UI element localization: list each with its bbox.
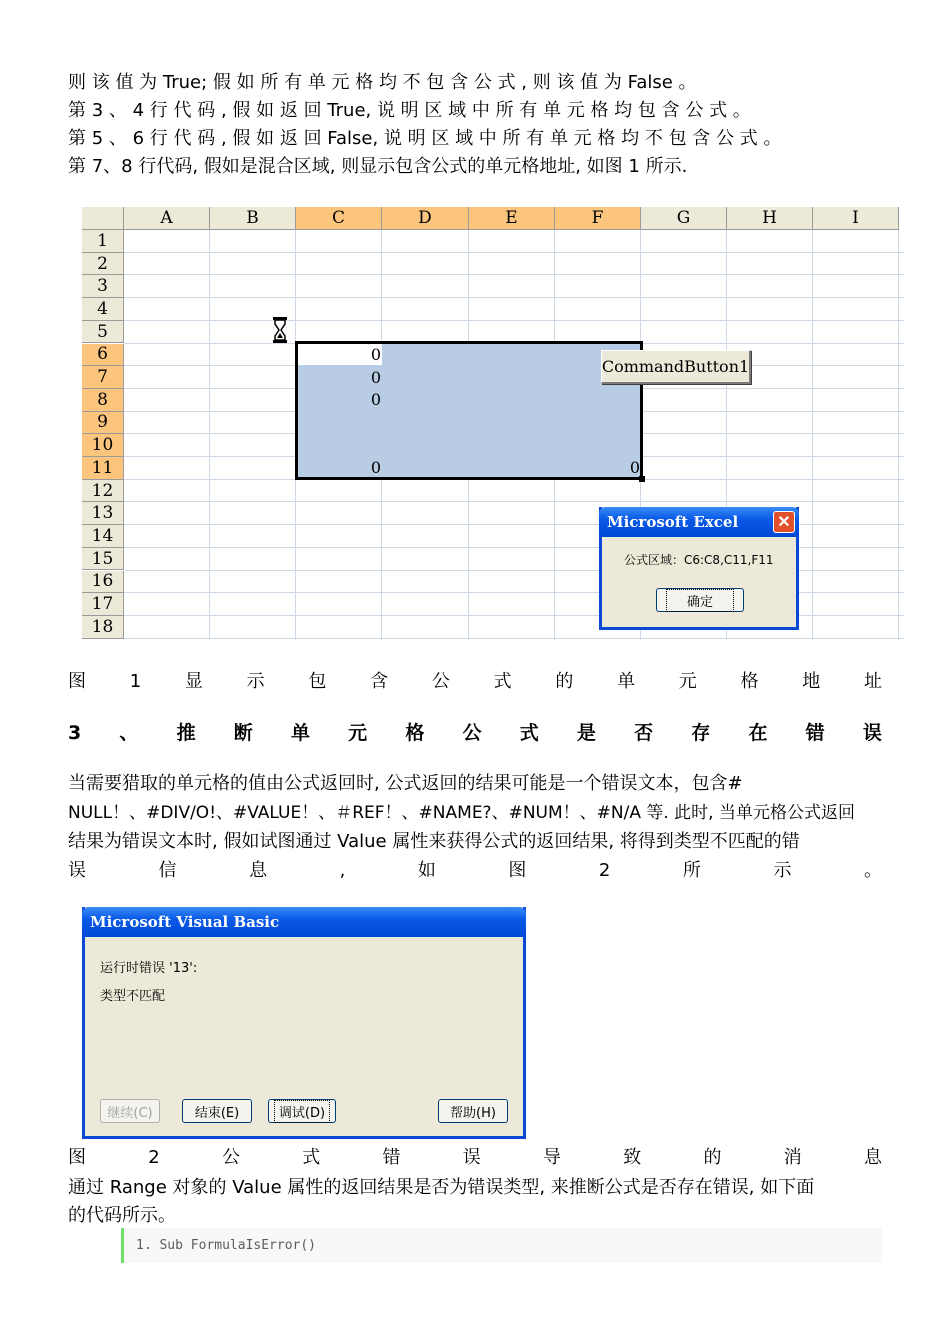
row-header-2[interactable]: 2: [82, 253, 124, 276]
text-line: [68, 857, 882, 885]
grid-line: [124, 297, 904, 298]
grid-line: [124, 320, 904, 321]
dialog-title: Microsoft Excel ✕: [599, 507, 799, 537]
grid-line: [124, 501, 904, 502]
caption-char: 元: [678, 671, 697, 692]
text-char: 示: [773, 860, 792, 881]
row-header-17[interactable]: 17: [82, 593, 124, 616]
column-header-g[interactable]: G: [641, 207, 727, 230]
row-header-8[interactable]: 8: [82, 389, 124, 412]
column-header-e[interactable]: E: [469, 207, 555, 230]
text-char: 2: [598, 860, 611, 881]
text-char: 。: [863, 860, 882, 881]
text-char: 如: [417, 860, 436, 881]
close-icon[interactable]: ✕: [773, 511, 795, 533]
text-char: 信: [158, 860, 177, 881]
text-line: 第 5 、 6 行 代 码 , 假 如 返 回 False, 说 明 区 域 中 所 有 单 元 格 均 不 包 含 公 式 。: [68, 128, 782, 149]
heading-char: 式: [519, 722, 539, 744]
row-header-16[interactable]: 16: [82, 571, 124, 594]
caption-char: 显: [184, 671, 203, 692]
caption-char: 式: [302, 1147, 321, 1168]
text-char: 图: [508, 860, 527, 881]
caption-char: 单: [617, 671, 636, 692]
select-all-corner[interactable]: [82, 207, 124, 230]
ok-button[interactable]: 确定: [656, 588, 744, 612]
grid-line: [812, 230, 813, 640]
caption-char: 错: [382, 1147, 401, 1168]
heading-char: 是: [576, 722, 596, 744]
row-header-7[interactable]: 7: [82, 366, 124, 389]
heading-char: 单: [290, 722, 310, 744]
heading-char: 3: [68, 722, 82, 744]
row-header-15[interactable]: 15: [82, 548, 124, 571]
heading-char: 在: [748, 722, 768, 744]
cell-c6[interactable]: 0: [370, 345, 381, 364]
caption-char: 图: [68, 1147, 86, 1168]
caption-char: 格: [740, 671, 759, 692]
heading-char: 元: [348, 722, 368, 744]
error-description: 类型不匹配: [100, 989, 166, 1004]
heading-char: 错: [805, 722, 825, 744]
text-char: 所: [682, 860, 701, 881]
row-header-12[interactable]: 12: [82, 480, 124, 503]
caption-char: 式: [493, 671, 512, 692]
column-header-b[interactable]: B: [210, 207, 296, 230]
text-char: 息: [249, 860, 268, 881]
column-header-d[interactable]: D: [382, 207, 469, 230]
caption-char: 息: [863, 1147, 882, 1168]
row-header-9[interactable]: 9: [82, 412, 124, 435]
caption-char: 图: [68, 671, 86, 692]
dialog-title: Microsoft Visual Basic: [82, 907, 526, 937]
row-header-3[interactable]: 3: [82, 275, 124, 298]
excel-message-dialog: [599, 507, 799, 630]
help-button[interactable]: 帮助(H): [438, 1099, 508, 1123]
row-header-6[interactable]: 6: [82, 344, 124, 367]
cell-c11[interactable]: 0: [370, 458, 381, 477]
caption-char: 消: [783, 1147, 802, 1168]
caption-char: 公: [221, 1147, 240, 1168]
caption-char: 示: [246, 671, 265, 692]
row-header-1[interactable]: 1: [82, 230, 124, 253]
heading-char: 断: [233, 722, 253, 744]
row-header-5[interactable]: 5: [82, 321, 124, 344]
caption-char: 2: [148, 1147, 160, 1168]
heading-char: 否: [634, 722, 654, 744]
heading-char: 存: [691, 722, 711, 744]
text-line: NULL！、#DIV/O!、#VALUE！、＃REF！、#NAME?、#NUM！、#N/A 等. 此时, 当单元格公式返回: [68, 803, 855, 823]
caption-char: 误: [462, 1147, 481, 1168]
grid-line: [898, 230, 899, 640]
row-header-13[interactable]: 13: [82, 502, 124, 525]
hourglass-icon: [272, 317, 288, 343]
text-line: 第 3 、 4 行 代 码 , 假 如 返 回 True, 说 明 区 域 中 所 有 单 元 格 均 包 含 公 式 。: [68, 100, 751, 121]
row-header-11[interactable]: 11: [82, 457, 124, 480]
column-header-a[interactable]: A: [124, 207, 210, 230]
text-char: 误: [68, 860, 86, 881]
caption-char: 址: [864, 671, 882, 692]
heading-char: 公: [462, 722, 482, 744]
heading-char: 、: [119, 722, 139, 744]
grid-line: [124, 252, 904, 253]
grid-line: [124, 638, 904, 639]
caption-char: 致: [623, 1147, 642, 1168]
heading-char: 格: [405, 722, 425, 744]
caption-char: 地: [802, 671, 821, 692]
text-line: 通过 Range 对象的 Value 属性的返回结果是否为错误类型, 来推断公式是否存在错误, 如下面: [68, 1177, 815, 1198]
grid-line: [209, 230, 210, 640]
caption-char: 公: [431, 671, 450, 692]
grid-line: [124, 274, 904, 275]
command-button[interactable]: CommandButton1: [601, 350, 751, 384]
column-header-f[interactable]: F: [555, 207, 641, 230]
caption-char: 导: [542, 1147, 561, 1168]
error-code-label: 运行时错误 '13':: [100, 961, 198, 976]
row-header-10[interactable]: 10: [82, 434, 124, 457]
figure-caption: [68, 668, 882, 696]
text-line: 的代码所示。: [68, 1205, 176, 1226]
row-header-4[interactable]: 4: [82, 298, 124, 321]
heading-char: 误: [862, 722, 882, 744]
column-header-h[interactable]: H: [727, 207, 813, 230]
end-button[interactable]: 结束(E): [182, 1099, 252, 1123]
section-heading: [68, 719, 882, 747]
continue-button[interactable]: 继续(C): [100, 1099, 160, 1123]
row-header-18[interactable]: 18: [82, 616, 124, 639]
cell-f11[interactable]: 0: [629, 458, 640, 477]
vb-error-dialog: [82, 907, 526, 1139]
caption-char: 1: [129, 671, 142, 692]
caption-char: 的: [703, 1147, 722, 1168]
column-header-c[interactable]: C: [296, 207, 382, 230]
text-char: ,: [339, 860, 346, 881]
text-line: 当需要猎取的单元格的值由公式返回时, 公式返回的结果可能是一个错误文本，包含#: [68, 773, 743, 794]
caption-char: 包: [308, 671, 327, 692]
caption-char: 的: [555, 671, 574, 692]
code-line: 1. Sub FormulaIsError(): [136, 1238, 317, 1253]
row-header-14[interactable]: 14: [82, 525, 124, 548]
dialog-message: 公式区域：C6:C8,C11,F11: [624, 553, 774, 567]
figure-caption: [68, 1144, 882, 1172]
text-line: 结果为错误文本时, 假如试图通过 Value 属性来获得公式的返回结果, 将得到类型不匹配的错: [68, 831, 800, 852]
cell-c8[interactable]: 0: [370, 390, 381, 409]
text-line: 第 7、8 行代码, 假如是混合区域, 则显示包含公式的单元格地址, 如图 1 所示.: [68, 156, 688, 177]
caption-char: 含: [370, 671, 389, 692]
code-block: [121, 1228, 882, 1263]
cell-c7[interactable]: 0: [370, 368, 381, 387]
column-header-i[interactable]: I: [813, 207, 899, 230]
text-line: 则 该 值 为 True; 假 如 所 有 单 元 格 均 不 包 含 公 式 , 则 该 值 为 False 。: [68, 72, 697, 93]
debug-button[interactable]: 调试(D): [268, 1099, 336, 1123]
heading-char: 推: [176, 722, 196, 744]
